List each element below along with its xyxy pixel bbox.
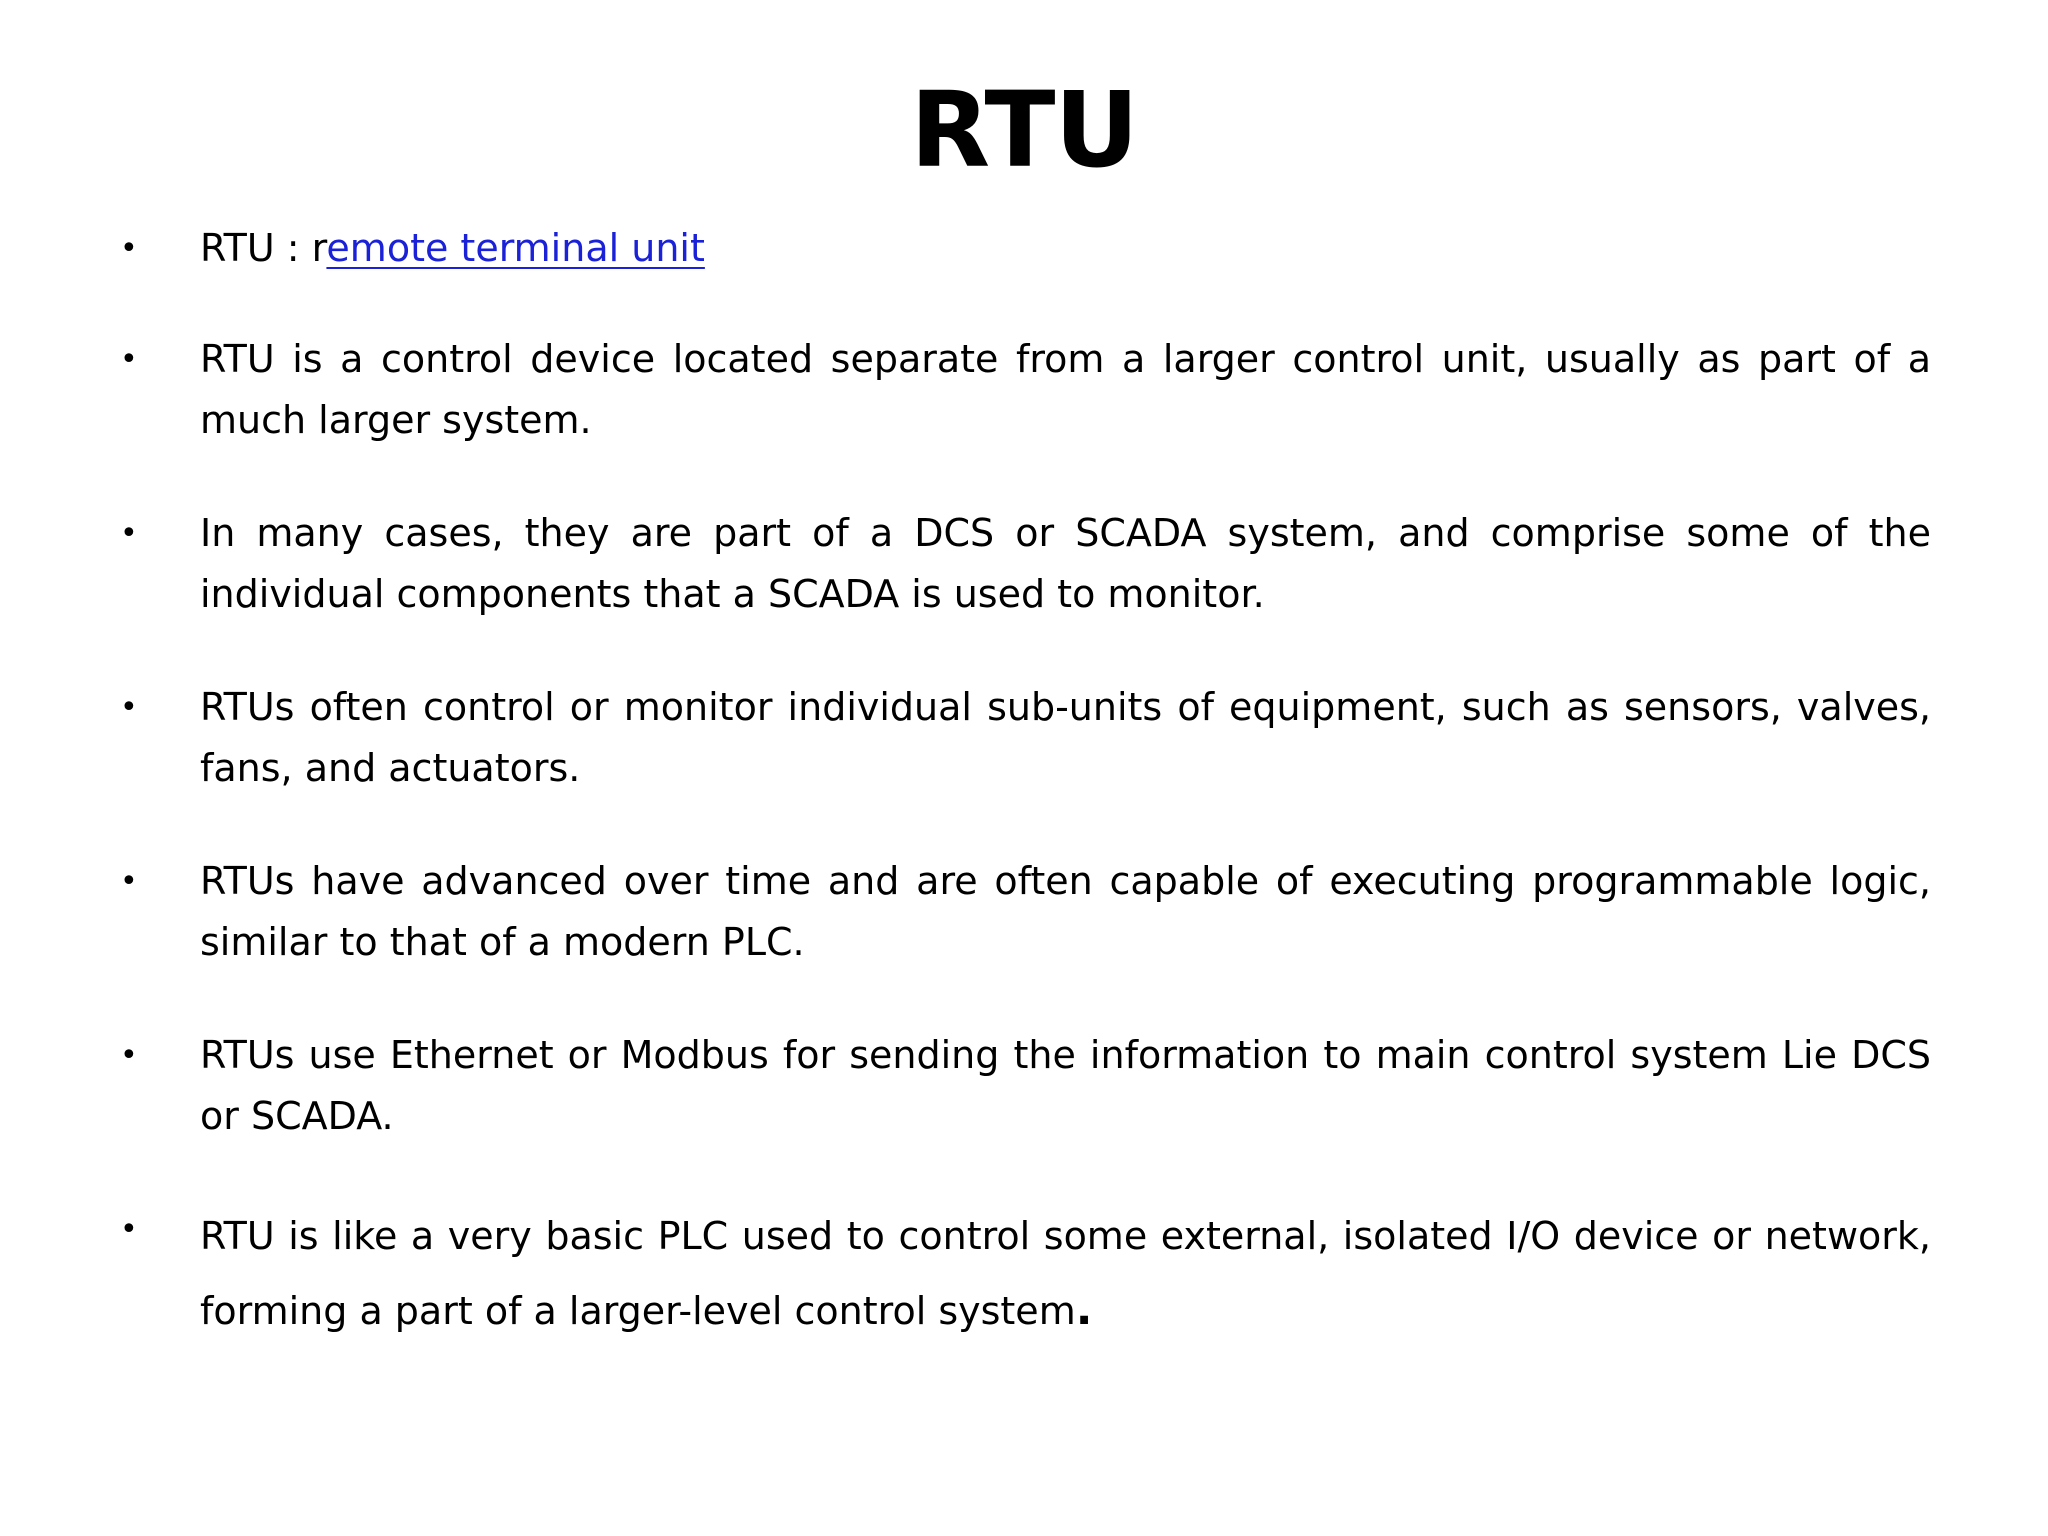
bullet-item <box>116 1199 1931 1348</box>
bullet-text: In many cases, they are part of a DCS or SCADA system, and comprise some of the individual components that a SCADA is used to monitor. <box>200 511 1931 616</box>
bullet-item <box>116 218 1931 279</box>
bullet-icon: • <box>120 342 138 377</box>
bullet-text: RTU is a control device located separate from a larger control unit, usually as part of a much larger system. <box>200 337 1931 442</box>
bullet-icon: • <box>120 864 138 899</box>
remote-terminal-unit-link[interactable]: emote terminal unit <box>326 226 705 270</box>
bullet-item <box>116 1025 1931 1147</box>
slide-title: RTU <box>910 69 1138 191</box>
bullet-prefix: RTU : r <box>200 226 327 270</box>
bullet-icon: • <box>120 1038 138 1073</box>
bullet-icon: • <box>120 690 138 725</box>
bullet-icon: • <box>120 516 138 551</box>
bullet-text <box>200 218 1931 279</box>
bullet-item <box>116 329 1931 451</box>
bullet-text: RTUs have advanced over time and are often capable of executing programmable logic, similar to that of a modern PLC. <box>200 859 1931 964</box>
bullet-item <box>116 851 1931 973</box>
bullet-end-mark: . <box>1075 1284 1093 1335</box>
bullet-item <box>116 503 1931 625</box>
bullet-text: RTUs use Ethernet or Modbus for sending the information to main control system Lie DCS or SCADA. <box>200 1033 1931 1138</box>
bullet-item <box>116 677 1931 799</box>
bullet-text: RTUs often control or monitor individual sub-units of equipment, such as sensors, valves, fans, and actuators. <box>200 685 1931 790</box>
bullet-text <box>200 1199 1931 1348</box>
bullet-icon: • <box>120 1212 138 1247</box>
bullet-body: RTU is like a very basic PLC used to control some external, isolated I/O device or network, forming a part of a larger-level control system <box>200 1214 1931 1333</box>
bullet-icon: • <box>120 231 138 266</box>
bullet-list <box>116 218 1931 1400</box>
